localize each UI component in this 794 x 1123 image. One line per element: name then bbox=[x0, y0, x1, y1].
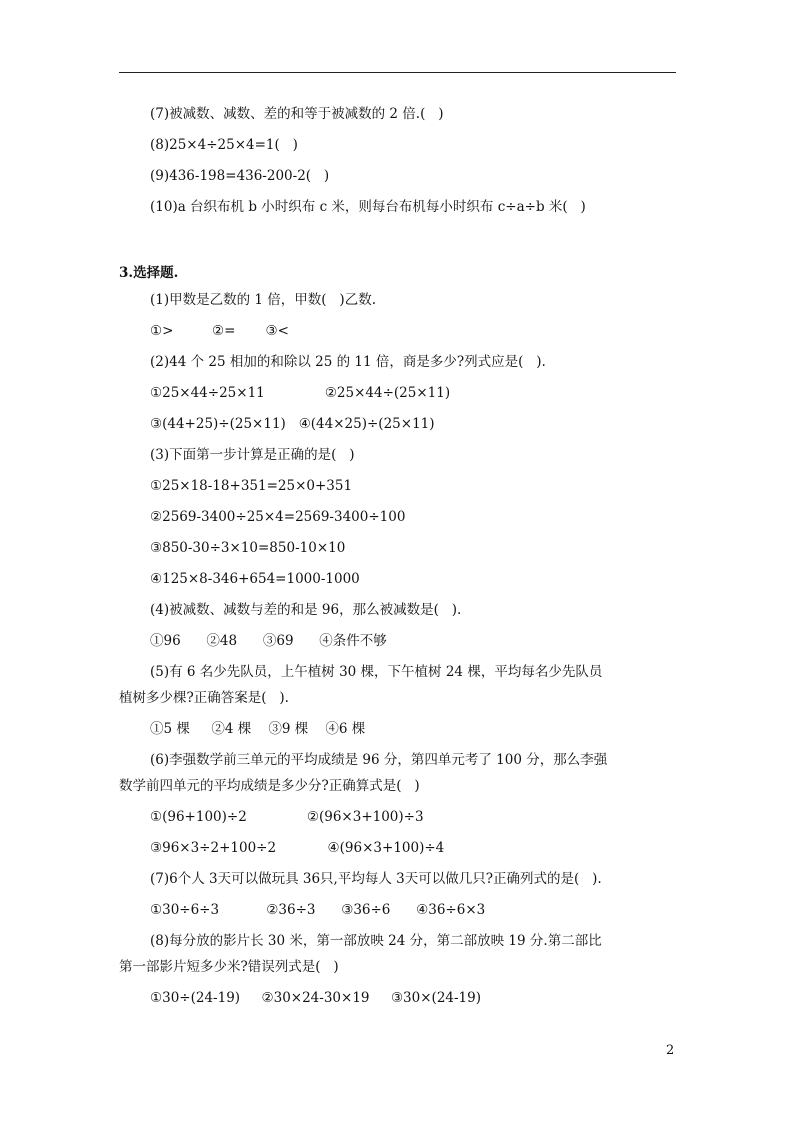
question-6-options-row1: ①(96+100)÷2 ②(96×3+100)÷3 bbox=[150, 809, 424, 825]
page-number: 2 bbox=[666, 1043, 675, 1058]
question-3-stem: (3)下面第一步计算是正确的是( ) bbox=[150, 447, 355, 463]
question-5-stem-continued: 植树多少棵?正确答案是( ). bbox=[119, 690, 289, 706]
question-5-options: ①5 棵 ②4 棵 ③9 棵 ④6 棵 bbox=[150, 721, 366, 737]
question-6-options-row2: ③96×3÷2+100÷2 ④(96×3+100)÷4 bbox=[150, 840, 445, 856]
question-4-options: ①96 ②48 ③69 ④条件不够 bbox=[150, 633, 387, 649]
judgment-item-7: (7)被减数、减数、差的和等于被减数的 2 倍.( ) bbox=[150, 106, 444, 122]
question-2-stem: (2)44 个 25 相加的和除以 25 的 11 倍，商是多少?列式应是( ). bbox=[150, 354, 546, 370]
section-heading: 3.选择题. bbox=[119, 265, 179, 281]
judgment-item-8: (8)25×4÷25×4=1( ) bbox=[150, 137, 298, 153]
question-7-stem: (7)6个人 3天可以做玩具 36只,平均每人 3天可以做几只?正确列式的是( ). bbox=[150, 871, 602, 887]
question-2-options-row1: ①25×44÷25×11 ②25×44÷(25×11) bbox=[150, 385, 451, 401]
question-3-option-4: ④125×8-346+654=1000-1000 bbox=[150, 571, 360, 587]
question-1-stem: (1)甲数是乙数的 1 倍，甲数( )乙数. bbox=[150, 292, 376, 308]
header-rule bbox=[119, 72, 676, 73]
question-8-options: ①30÷(24-19) ②30×24-30×19 ③30×(24-19) bbox=[150, 990, 482, 1006]
question-8-stem: (8)每分放的影片长 30 米，第一部放映 24 分，第二部放映 19 分.第二部比 bbox=[150, 933, 602, 949]
question-6-stem: (6)李强数学前三单元的平均成绩是 96 分，第四单元考了 100 分，那么李强 bbox=[150, 752, 608, 768]
question-8-stem-continued: 第一部影片短多少米?错误列式是( ) bbox=[119, 959, 339, 975]
question-1-options: ①> ②= ③< bbox=[150, 323, 289, 339]
question-7-options: ①30÷6÷3 ②36÷3 ③36÷6 ④36÷6×3 bbox=[150, 902, 486, 918]
question-3-option-2: ②2569-3400÷25×4=2569-3400÷100 bbox=[150, 509, 406, 525]
judgment-item-9: (9)436-198=436-200-2( ) bbox=[150, 168, 330, 184]
question-4-stem: (4)被减数、减数与差的和是 96，那么被减数是( ). bbox=[150, 602, 462, 618]
judgment-item-10: (10)a 台织布机 b 小时织布 c 米，则每台布机每小时织布 c÷a÷b 米( ) bbox=[150, 199, 586, 215]
question-2-options-row2: ③(44+25)÷(25×11) ④(44×25)÷(25×11) bbox=[150, 416, 435, 432]
question-3-option-1: ①25×18-18+351=25×0+351 bbox=[150, 478, 353, 494]
question-5-stem: (5)有 6 名少先队员，上午植树 30 棵，下午植树 24 棵，平均每名少先队员 bbox=[150, 664, 603, 680]
question-6-stem-continued: 数学前四单元的平均成绩是多少分?正确算式是( ) bbox=[119, 778, 420, 794]
question-3-option-3: ③850-30÷3×10=850-10×10 bbox=[150, 540, 346, 556]
